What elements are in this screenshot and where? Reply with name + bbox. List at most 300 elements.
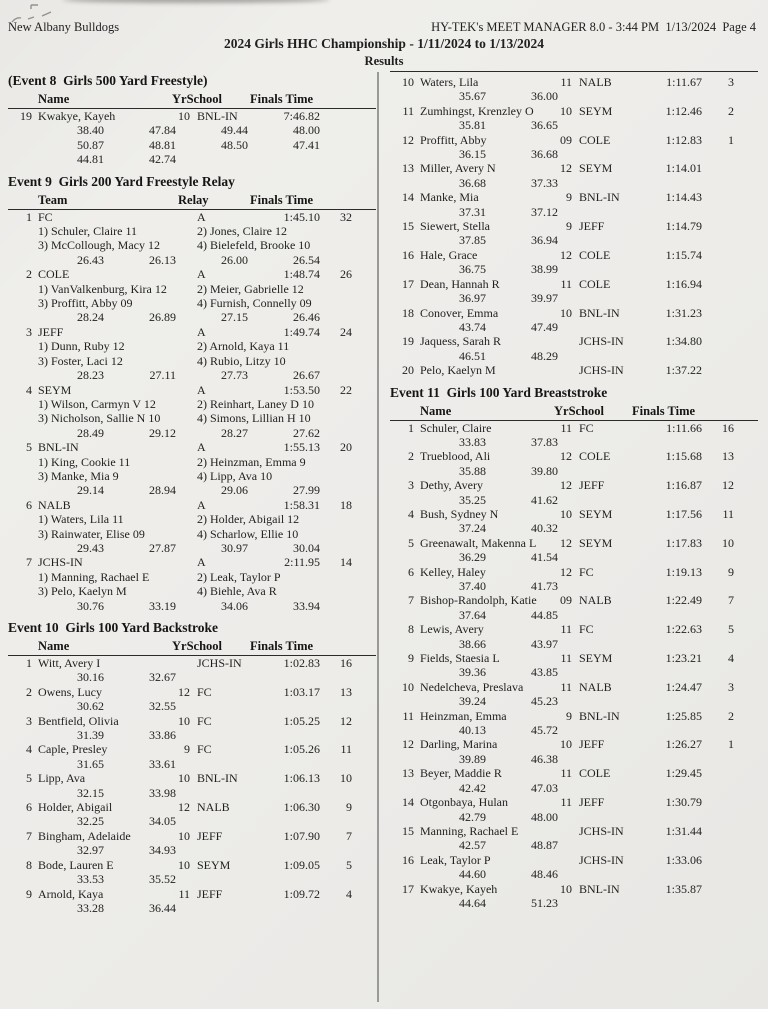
split-time: 26.67 <box>293 368 320 383</box>
split-time: 29.06 <box>221 483 248 498</box>
finals-time: 1:31.44 <box>665 823 702 838</box>
split-time: 31.39 <box>77 728 104 743</box>
scan-artifact <box>62 0 330 3</box>
splits-row <box>8 123 376 137</box>
finals-time: 1:23.21 <box>665 651 702 666</box>
athlete-name: Bentfield, Olivia <box>38 713 119 728</box>
points: 10 <box>722 535 734 550</box>
event-section <box>390 71 758 378</box>
year: 11 <box>178 886 190 901</box>
result-row <box>8 267 376 281</box>
school: COLE <box>579 766 611 781</box>
split-time: 37.85 <box>459 233 486 248</box>
split-time: 36.68 <box>459 175 486 190</box>
result-row <box>390 334 758 348</box>
splits-row <box>390 291 758 305</box>
points: 10 <box>340 771 352 786</box>
athlete-name: Heinzman, Emma <box>420 708 507 723</box>
result-row <box>390 565 758 579</box>
relay-letter: A <box>197 497 206 512</box>
year: 9 <box>184 742 190 757</box>
place-number: 19 <box>402 334 414 349</box>
split-time: 48.81 <box>149 137 176 152</box>
points: 9 <box>346 800 352 815</box>
relay-swimmer: 1) VanValkenburg, Kira 12 <box>38 281 167 296</box>
points <box>702 334 734 348</box>
split-time: 37.33 <box>531 175 558 190</box>
school: BNL-IN <box>579 190 620 205</box>
points: 32 <box>340 209 352 224</box>
split-time: 32.67 <box>149 670 176 685</box>
split-time: 40.32 <box>531 521 558 536</box>
place-number: 2 <box>408 449 414 464</box>
finals-time: 1:34.80 <box>665 334 702 349</box>
finals-time: 1:26.27 <box>665 737 702 752</box>
points: 14 <box>340 555 352 570</box>
splits-row <box>390 493 758 507</box>
result-row <box>390 478 758 492</box>
school: SEYM <box>579 651 613 666</box>
split-time: 41.73 <box>531 579 558 593</box>
split-time: 39.24 <box>459 694 486 709</box>
athlete-name: Fields, Staesia L <box>420 651 500 666</box>
column-header: Name <box>38 639 70 653</box>
relay-swimmers-row <box>8 282 376 296</box>
relay-swimmer: 3) Rainwater, Elise 09 <box>38 526 145 541</box>
splits-row <box>8 426 376 440</box>
relay-team: SEYM <box>38 382 72 397</box>
splits-row <box>8 138 376 152</box>
school: COLE <box>579 247 611 262</box>
split-time: 35.25 <box>459 492 486 507</box>
split-time: 38.40 <box>77 123 104 138</box>
year: 10 <box>178 713 190 728</box>
results-column-right <box>390 71 758 910</box>
place-number: 13 <box>402 766 414 781</box>
place-number: 9 <box>26 886 32 901</box>
relay-swimmer: 4) Scharlow, Ellie 10 <box>197 526 299 541</box>
result-row <box>390 219 758 233</box>
splits-row <box>390 262 758 276</box>
athlete-name: Darling, Marina <box>420 737 498 752</box>
finals-time: 1:14.79 <box>665 219 702 234</box>
result-row <box>390 824 758 838</box>
year: 12 <box>178 684 190 699</box>
place-number: 1 <box>408 420 414 435</box>
school: JEFF <box>579 219 605 234</box>
athlete-name: Bingham, Adelaide <box>38 828 131 843</box>
event-heading: Event 10 Girls 100 Yard Backstroke <box>8 620 219 635</box>
athlete-name: Jaquess, Sarah R <box>420 334 501 349</box>
result-row <box>8 829 376 843</box>
year: 11 <box>560 651 572 666</box>
school: SEYM <box>579 506 613 521</box>
result-row <box>390 449 758 463</box>
split-time: 47.49 <box>531 319 558 334</box>
school: BNL-IN <box>579 881 620 896</box>
place-number: 5 <box>408 535 414 550</box>
splits-row <box>8 728 376 742</box>
finals-time: 1:12.83 <box>665 132 702 147</box>
split-time: 26.89 <box>149 310 176 325</box>
school: FC <box>197 713 212 728</box>
relay-team: BNL-IN <box>38 440 79 455</box>
finals-time: 1:02.83 <box>283 656 320 670</box>
column-header: Finals Time <box>632 403 696 418</box>
split-time: 28.23 <box>77 368 104 383</box>
relay-team: JEFF <box>38 324 64 339</box>
split-time: 27.73 <box>221 368 248 383</box>
splits-row <box>8 786 376 800</box>
athlete-name: Caple, Presley <box>38 742 108 757</box>
school: COLE <box>579 276 611 291</box>
split-time: 33.61 <box>149 756 176 771</box>
place-number: 2 <box>26 267 32 282</box>
splits-row <box>390 637 758 651</box>
year <box>164 656 190 670</box>
split-time: 30.04 <box>293 540 320 555</box>
finals-time: 1:55.13 <box>283 440 320 455</box>
result-row <box>8 656 376 670</box>
athlete-name: Siewert, Stella <box>420 219 490 234</box>
finals-time: 1:11.67 <box>666 75 702 89</box>
splits-row <box>390 118 758 132</box>
place-number: 11 <box>402 708 414 723</box>
splits-row <box>390 810 758 824</box>
result-row <box>390 709 758 723</box>
split-time: 33.53 <box>77 872 104 887</box>
split-time: 32.15 <box>77 785 104 800</box>
column-header: YrSchool <box>172 639 222 653</box>
school: BNL-IN <box>197 771 238 786</box>
split-time: 29.14 <box>77 483 104 498</box>
school: JEFF <box>197 886 223 901</box>
table-header-row <box>8 92 376 109</box>
split-time: 47.41 <box>293 137 320 152</box>
split-time: 35.88 <box>459 463 486 478</box>
finals-time: 1:33.06 <box>665 852 702 867</box>
relay-swimmer: 4) Furnish, Connelly 09 <box>197 296 312 311</box>
place-number: 6 <box>408 564 414 579</box>
split-time: 39.89 <box>459 751 486 766</box>
split-time: 50.87 <box>77 137 104 152</box>
relay-swimmers-row <box>8 354 376 368</box>
place-number: 7 <box>26 555 32 570</box>
column-header: Name <box>38 92 70 106</box>
relay-swimmers-row <box>8 339 376 353</box>
points: 11 <box>722 506 734 521</box>
split-time: 39.97 <box>531 291 558 306</box>
finals-time: 1:17.56 <box>665 506 702 521</box>
place-number: 9 <box>408 651 414 666</box>
year: 10 <box>560 506 572 521</box>
splits-row <box>8 843 376 857</box>
finals-time: 1:06.13 <box>283 771 320 786</box>
year: 10 <box>178 771 190 786</box>
split-time: 26.43 <box>77 252 104 267</box>
column-header: Finals Time <box>250 192 314 207</box>
points <box>702 795 734 809</box>
school: SEYM <box>579 103 613 118</box>
place-number: 3 <box>26 324 32 339</box>
splits-row <box>390 579 758 593</box>
relay-swimmer: 3) Proffitt, Abby 09 <box>38 296 133 311</box>
points: 2 <box>728 708 734 723</box>
finals-time: 1:11.66 <box>666 420 702 435</box>
points: 12 <box>722 478 734 493</box>
splits-row <box>390 176 758 190</box>
splits-row <box>390 781 758 795</box>
split-time: 46.38 <box>531 751 558 766</box>
split-time: 38.99 <box>531 262 558 277</box>
year: 11 <box>560 75 572 89</box>
split-time: 33.94 <box>293 598 320 613</box>
relay-swimmer: 2) Reinhart, Laney D 10 <box>197 396 314 411</box>
school: COLE <box>579 132 611 147</box>
split-time: 26.13 <box>149 252 176 267</box>
year: 12 <box>560 161 572 176</box>
finals-time: 1:09.72 <box>283 886 320 901</box>
place-number: 5 <box>26 440 32 455</box>
points: 7 <box>346 828 352 843</box>
place-number: 13 <box>402 161 414 176</box>
split-time: 27.99 <box>293 483 320 498</box>
column-divider <box>377 72 379 1002</box>
finals-time: 1:25.85 <box>665 708 702 723</box>
split-time: 27.87 <box>149 540 176 555</box>
split-time: 48.87 <box>531 838 558 853</box>
splits-row <box>390 838 758 852</box>
place-number: 11 <box>402 103 414 118</box>
result-row <box>390 507 758 521</box>
points: 5 <box>728 622 734 637</box>
finals-time: 1:35.87 <box>665 881 702 896</box>
splits-row <box>8 310 376 324</box>
year: 9 <box>566 190 572 205</box>
school: FC <box>579 622 594 637</box>
column-header: Relay <box>178 192 209 207</box>
relay-swimmers-row <box>8 527 376 541</box>
result-row <box>390 363 758 377</box>
school: JCHS-IN <box>579 334 624 349</box>
relay-swimmers-row <box>8 469 376 483</box>
split-time: 30.97 <box>221 540 248 555</box>
split-time: 48.29 <box>531 348 558 363</box>
school: JEFF <box>579 795 605 810</box>
points: 13 <box>722 449 734 464</box>
splits-row <box>8 541 376 555</box>
splits-row <box>8 253 376 267</box>
relay-swimmers-row <box>8 411 376 425</box>
column-header: Name <box>420 403 452 418</box>
finals-time: 1:58.31 <box>283 497 320 512</box>
split-time: 26.46 <box>293 310 320 325</box>
relay-letter: A <box>197 267 206 282</box>
result-row <box>8 858 376 872</box>
athlete-name: Bode, Lauren E <box>38 857 114 872</box>
split-time: 43.74 <box>459 319 486 334</box>
split-time: 35.67 <box>459 89 486 104</box>
splits-row <box>390 550 758 564</box>
split-time: 48.46 <box>531 867 558 882</box>
relay-team: FC <box>38 209 53 224</box>
relay-swimmers-row <box>8 296 376 310</box>
school: JEFF <box>197 828 223 843</box>
splits-row <box>8 901 376 915</box>
points <box>702 306 734 320</box>
finals-time: 1:14.01 <box>665 161 702 176</box>
finals-time: 1:15.74 <box>665 247 702 262</box>
split-time: 39.80 <box>531 463 558 478</box>
points <box>702 824 734 838</box>
split-time: 37.31 <box>459 204 486 219</box>
relay-swimmers-row <box>8 584 376 598</box>
split-time: 45.23 <box>531 694 558 709</box>
year: 09 <box>560 132 572 147</box>
points: 4 <box>346 886 352 901</box>
place-number: 4 <box>26 382 32 397</box>
relay-team: NALB <box>38 497 71 512</box>
year: 10 <box>560 881 572 896</box>
result-row <box>390 853 758 867</box>
year: 10 <box>560 103 572 118</box>
athlete-name: Kwakye, Kayeh <box>38 109 116 123</box>
athlete-name: Manke, Mia <box>420 190 479 205</box>
split-time: 43.85 <box>531 665 558 680</box>
school: NALB <box>579 75 612 89</box>
split-time: 47.84 <box>149 123 176 138</box>
place-number: 12 <box>402 737 414 752</box>
relay-swimmer: 2) Leak, Taylor P <box>197 569 281 584</box>
result-row <box>390 536 758 550</box>
column-continuation-rule <box>390 71 758 72</box>
split-time: 26.00 <box>221 252 248 267</box>
year: 11 <box>560 679 572 694</box>
relay-letter: A <box>197 555 206 570</box>
year <box>164 383 190 397</box>
athlete-name: Kelley, Haley <box>420 564 486 579</box>
relay-letter: A <box>197 440 206 455</box>
split-time: 42.42 <box>459 780 486 795</box>
finals-time: 1:49.74 <box>283 324 320 339</box>
split-time: 29.43 <box>77 540 104 555</box>
place-number: 10 <box>402 75 414 89</box>
school: FC <box>197 742 212 757</box>
relay-swimmer: 1) Dunn, Ruby 12 <box>38 339 125 354</box>
result-row <box>8 210 376 224</box>
split-time: 41.54 <box>531 550 558 565</box>
result-row <box>390 75 758 89</box>
result-row <box>390 104 758 118</box>
result-row <box>8 383 376 397</box>
points: 1 <box>728 737 734 752</box>
school: FC <box>579 564 594 579</box>
splits-row <box>390 349 758 363</box>
place-number: 20 <box>402 363 414 378</box>
relay-swimmers-row <box>8 512 376 526</box>
athlete-name: Beyer, Maddie R <box>420 766 502 781</box>
result-row <box>390 593 758 607</box>
points: 11 <box>340 742 352 757</box>
year: 10 <box>560 737 572 752</box>
split-time: 37.24 <box>459 521 486 536</box>
place-number: 3 <box>26 713 32 728</box>
year <box>164 440 190 454</box>
split-time: 28.49 <box>77 425 104 440</box>
event-section <box>390 378 758 911</box>
split-time: 44.64 <box>459 895 486 910</box>
year <box>164 267 190 281</box>
athlete-name: Arnold, Kaya <box>38 886 104 901</box>
finals-time: 1:07.90 <box>283 828 320 843</box>
year <box>164 498 190 512</box>
place-number: 17 <box>402 276 414 291</box>
finals-time: 1:12.46 <box>665 103 702 118</box>
place-number: 6 <box>26 800 32 815</box>
splits-row <box>390 147 758 161</box>
year <box>546 363 572 377</box>
school: JEFF <box>579 478 605 493</box>
split-time: 33.98 <box>149 785 176 800</box>
place-number: 12 <box>402 132 414 147</box>
table-header-row <box>390 404 758 421</box>
year: 12 <box>178 800 190 815</box>
split-time: 36.75 <box>459 262 486 277</box>
relay-swimmer: 4) Biehle, Ava R <box>197 584 277 599</box>
result-row <box>8 771 376 785</box>
results-heading: Results <box>364 54 404 68</box>
relay-team: COLE <box>38 267 70 282</box>
split-time: 44.60 <box>459 867 486 882</box>
split-time: 27.15 <box>221 310 248 325</box>
school: FC <box>197 684 212 699</box>
year: 12 <box>560 564 572 579</box>
points: 12 <box>340 713 352 728</box>
place-number: 8 <box>408 622 414 637</box>
split-time: 34.06 <box>221 598 248 613</box>
relay-swimmer: 1) King, Cookie 11 <box>38 454 131 469</box>
splits-row <box>390 435 758 449</box>
finals-time: 7:46.82 <box>283 109 320 123</box>
year: 11 <box>560 766 572 781</box>
year: 9 <box>566 219 572 234</box>
points: 16 <box>340 656 352 670</box>
points <box>702 766 734 780</box>
athlete-name: Schuler, Claire <box>420 420 492 435</box>
result-row <box>390 161 758 175</box>
relay-swimmer: 1) Waters, Lila 11 <box>38 512 124 527</box>
meet-title: 2024 Girls HHC Championship - 1/11/2024 to 1/13/2024 <box>224 36 544 51</box>
athlete-name: Bishop-Randolph, Katie <box>420 593 537 608</box>
split-time: 43.97 <box>531 636 558 651</box>
relay-swimmers-row <box>8 224 376 238</box>
splits-row <box>390 723 758 737</box>
school: JEFF <box>579 737 605 752</box>
relay-swimmer: 2) Heinzman, Emma 9 <box>197 454 306 469</box>
result-row <box>8 685 376 699</box>
results-column-left <box>8 71 376 915</box>
athlete-name: Proffitt, Abby <box>420 132 487 147</box>
split-time: 37.64 <box>459 607 486 622</box>
year: 11 <box>560 420 572 435</box>
relay-swimmer: 4) Simons, Lillian H 10 <box>197 411 311 426</box>
year: 09 <box>560 593 572 608</box>
place-number: 4 <box>408 506 414 521</box>
athlete-name: Trueblood, Ali <box>420 449 491 464</box>
relay-letter: A <box>197 324 206 339</box>
split-time: 36.65 <box>531 118 558 133</box>
points <box>702 219 734 233</box>
